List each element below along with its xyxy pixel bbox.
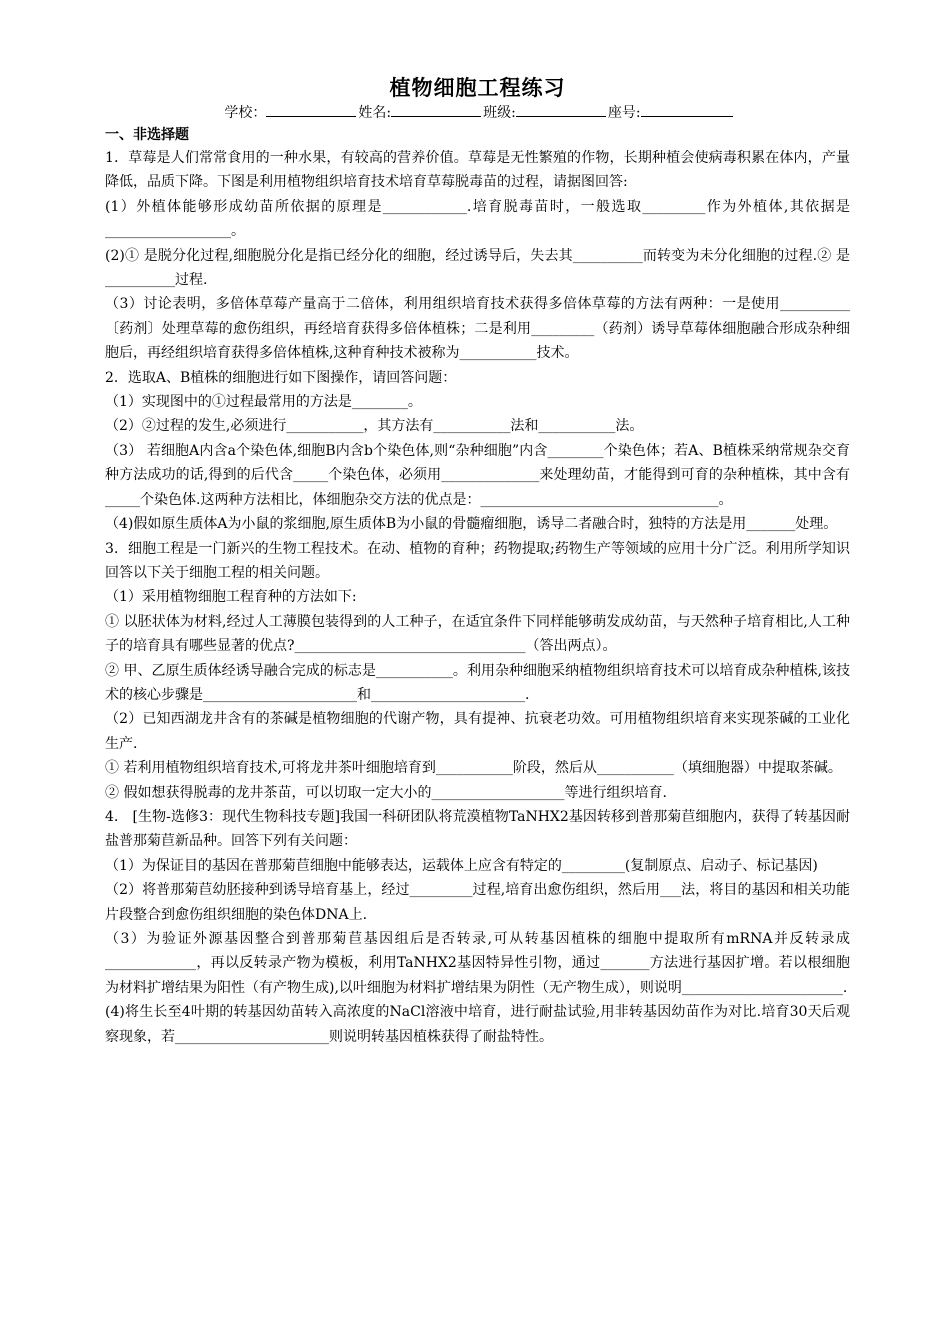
question-2-part-4: （4)假如原生质体A为小鼠的浆细胞,原生质体B为小鼠的骨髓瘤细胞，诱导二者融合时，独特的方法是用_______处理。	[105, 516, 838, 533]
name-label: 姓名:	[358, 105, 392, 121]
question-2-part-1: （1）实现图中的①过程最常用的方法是________。	[105, 394, 422, 411]
page-title: 植物细胞工程练习	[389, 76, 566, 100]
question-4-stem: 4． [生物-选修3：现代生物科技专题]我国一科研团队将荒漠植物TaNHX2基因转移到普那菊苣细胞内，获得了转基因耐盐普那菊苣新品种。回答下列有关问题：	[105, 808, 850, 850]
school-blank[interactable]	[266, 102, 356, 117]
question-2-part-3: （3） 若细胞A内含a个染色体,细胞B内含b个染色体,则“杂种细胞”内含________个染色体；若A、B植株采纳常规杂交育种方法成功的话,得到的后代含_____个染色体，必须用______________来处理幼苗，才能得到可育的杂种植株，其中含有_____个染色体.这两种方法相比，体细胞杂交方法的优点是：__________________________________。	[105, 442, 850, 508]
question-2-part-2: （2）②过程的发生,必须进行___________，其方法有___________法和___________法。	[105, 418, 644, 435]
class-label: 班级:	[483, 105, 516, 121]
question-3-part-2: （2）已知西湖龙井含有的茶碱是植物细胞的代谢产物，具有提神、抗衰老功效。可用植物组织培育来实现茶碱的工业化生产.	[105, 711, 850, 752]
question-1-part-3: （3）讨论表明，多倍体草莓产量高于二倍体，利用组织培育技术获得多倍体草莓的方法有两种：一是使用__________〔药剂〕处理草莓的愈伤组织，再经培育获得多倍体植株；二是利用_________（药剂）诱导草莓体细胞融合形成杂种细胞后，再经组织培育获得多倍体植株,这种育种技术被称为___________技术。	[105, 296, 850, 362]
class-blank[interactable]	[516, 102, 606, 117]
question-1-stem: 1．草莓是人们常常食用的一种水果，有较高的营养价值。草莓是无性繁殖的作物，长期种植会使病毒积累在体内，产量降低，品质下降。下图是利用植物组织培育技术培育草莓脱毒苗的过程，请据图回答:	[105, 150, 850, 191]
school-label: 学校：	[224, 105, 267, 121]
section-title: 一、非选择题	[105, 127, 189, 143]
question-4-part-3: （3）为验证外源基因整合到普那菊苣基因组后是否转录,可从转基因植株的细胞中提取所有mRNA并反转录成_____________，再以反转录产物为模板，利用TaNHX2基因特异性引物，通过_______方法进行基因扩增。若以根细胞为材料扩增结果为阳性（有产物生成),以叶细胞为材料扩增结果为阴性（无产物生成），则说明_______________________.	[105, 931, 850, 996]
question-4-part-2: （2）将普那菊苣幼胚接种到诱导培育基上，经过_________过程,培育出愈伤组织，然后用___法，将目的基因和相关功能片段整合到愈伤组织细胞的染色体DNA上.	[105, 882, 850, 923]
question-3-stem: 3．细胞工程是一门新兴的生物工程技术。在动、植物的育种；药物提取;药物生产等领域的应用十分广泛。利用所学知识回答以下关于细胞工程的相关问题。	[105, 540, 850, 581]
student-info-line	[105, 102, 850, 123]
worksheet-page	[105, 74, 850, 1049]
question-1-part-1: (1）外植体能够形成幼苗所依据的原理是____________.培育脱毒苗时，一般选取_________作为外植体,其依据是__________________。	[105, 198, 850, 240]
question-4-part-4: (4)将生长至4叶期的转基因幼苗转入高浓度的NaCl溶液中培育，进行耐盐试验,用非转基因幼苗作为对比.培育30天后观察现象，若______________________则说明转基因植株获得了耐盐特性。	[105, 1004, 850, 1045]
question-3-part-1-b: ② 甲、乙原生质体经诱导融合完成的标志是___________。利用杂种细胞采纳植物组织培育技术可以培育成杂种植株,该技术的核心步骤是______________________和______________________.	[105, 662, 850, 703]
question-3-part-2-a: ① 若利用植物组织培育技术,可将龙井茶叶细胞培育到___________阶段，然后从___________（填细胞器）中提取茶碱。	[105, 760, 842, 777]
question-3-part-2-b: ② 假如想获得脱毒的龙井茶苗，可以切取一定大小的___________________等进行组织培育.	[105, 784, 667, 801]
question-1-part-2: (2)① 是脱分化过程,细胞脱分化是指已经分化的细胞，经过诱导后，失去其__________而转变为未分化细胞的过程.② 是__________过程.	[105, 247, 850, 289]
name-blank[interactable]	[391, 102, 481, 117]
seat-blank[interactable]	[641, 102, 733, 117]
seat-label: 座号:	[607, 105, 641, 121]
question-4-part-1: （1）为保证目的基因在普那菊苣细胞中能够表达，运载体上应含有特定的_________(复制原点、启动子、标记基因)	[105, 857, 818, 874]
question-3-part-1-a: ① 以胚状体为材料,经过人工薄膜包装得到的人工种子，在适宜条件下同样能够萌发成幼苗，与天然种子培育相比,人工种子的培育具有哪些显著的优点?_________________________________（答出两点）。	[105, 613, 850, 655]
question-3-part-1: （1）采用植物细胞工程育种的方法如下:	[105, 589, 357, 606]
question-2-stem: 2．选取A、B植株的细胞进行如下图操作，请回答问题：	[105, 369, 457, 386]
